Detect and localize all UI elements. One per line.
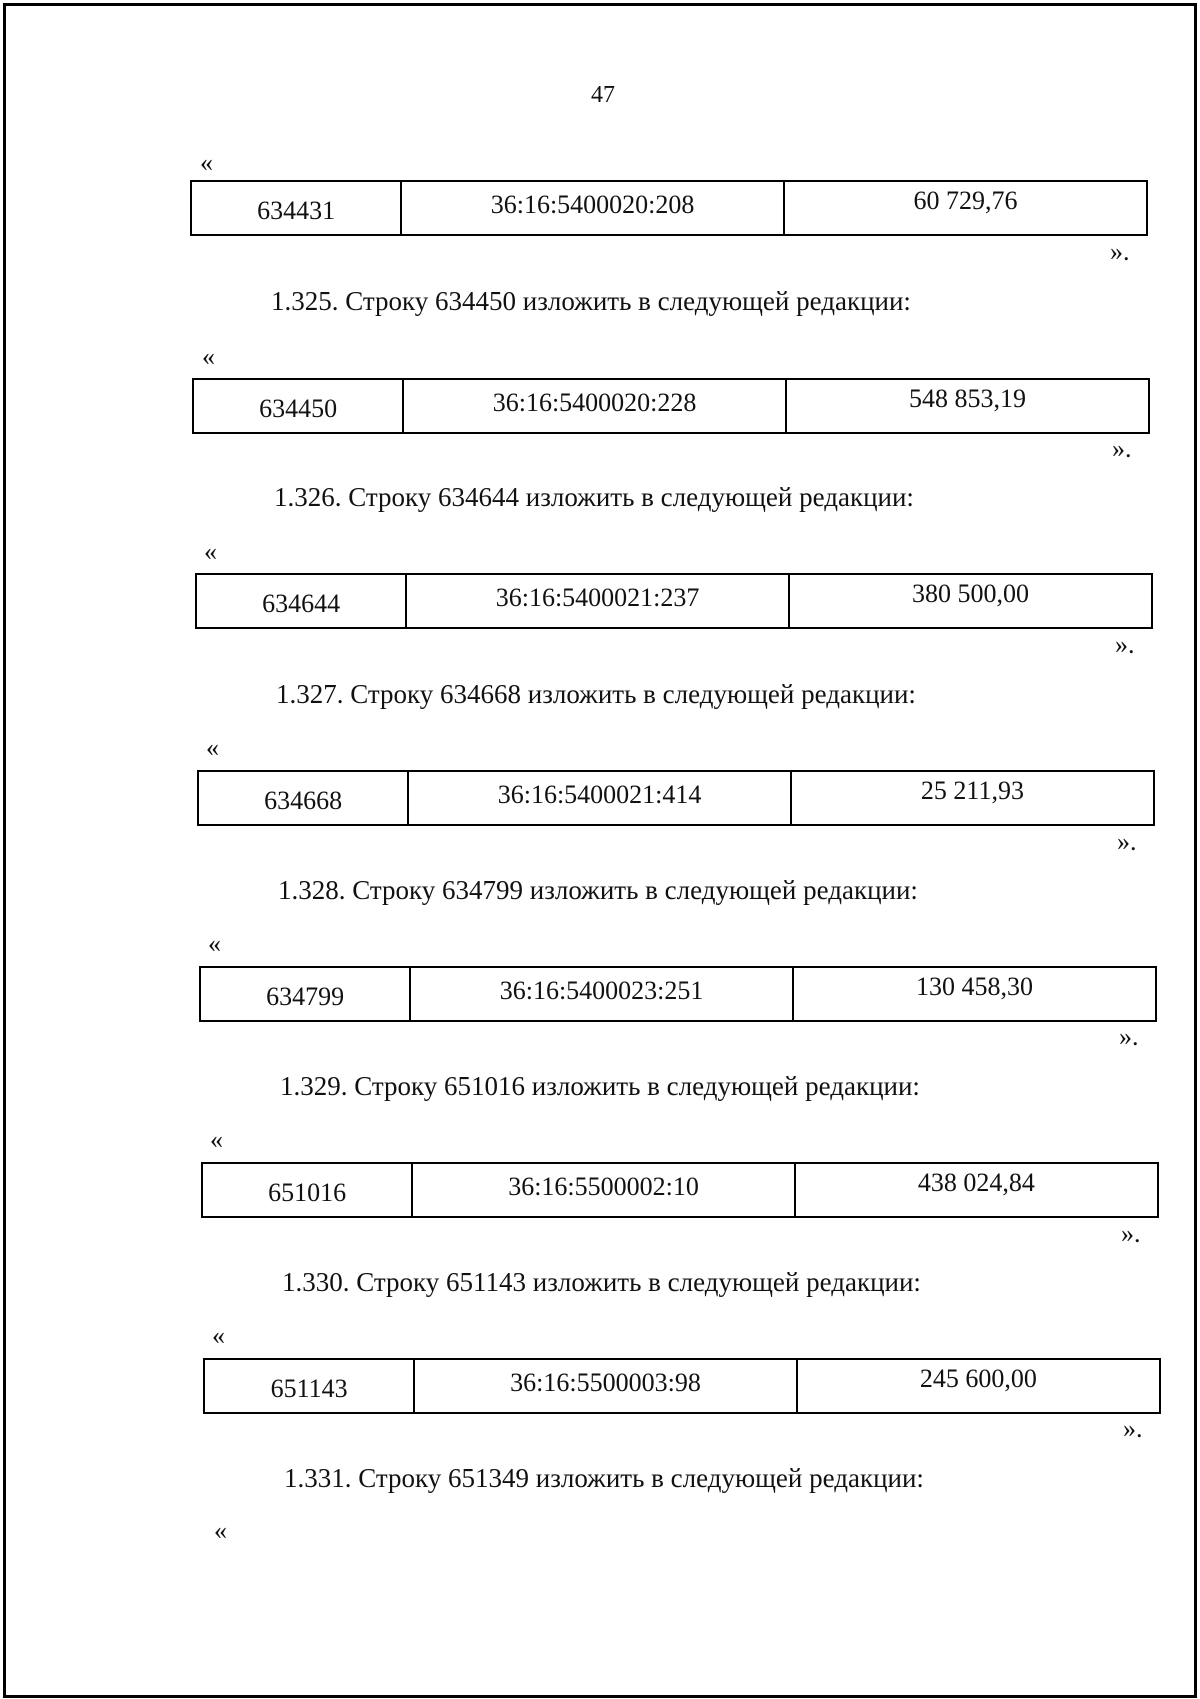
- amendment-table: [201, 1162, 1159, 1218]
- closing-quote: ».: [1121, 1219, 1141, 1248]
- table-row: [193, 379, 1149, 433]
- instruction-1-331: 1.331. Строку 651349 изложить в следующей редакции:: [284, 1463, 924, 1493]
- amendment-table: [195, 573, 1153, 629]
- opening-quote: «: [206, 733, 219, 762]
- closing-quote: ».: [1123, 1414, 1143, 1443]
- row-cadastral-number: 36:16:5500003:98: [414, 1359, 797, 1413]
- instruction-1-326: 1.326. Строку 634644 изложить в следующей редакции:: [274, 482, 914, 512]
- row-value: 130 458,30: [793, 967, 1156, 1021]
- row-value: 380 500,00: [789, 574, 1152, 628]
- opening-quote: «: [214, 1516, 227, 1545]
- opening-quote: «: [204, 537, 217, 566]
- closing-quote: ».: [1110, 237, 1130, 266]
- instruction-1-330: 1.330. Строку 651143 изложить в следующей редакции:: [282, 1267, 921, 1297]
- closing-quote: ».: [1119, 1022, 1139, 1051]
- table-row: [196, 574, 1152, 628]
- row-code: 634644: [196, 574, 406, 628]
- closing-quote: ».: [1117, 827, 1137, 856]
- instruction-1-325: 1.325. Строку 634450 изложить в следующей редакции:: [271, 286, 911, 316]
- amendment-table: [190, 180, 1148, 236]
- amendment-table: [192, 378, 1150, 434]
- row-code: 634431: [191, 181, 401, 235]
- row-value: 245 600,00: [797, 1359, 1160, 1413]
- document-page: [3, 3, 1197, 1698]
- instruction-1-328: 1.328. Строку 634799 изложить в следующей редакции:: [278, 875, 918, 905]
- instruction-1-327: 1.327. Строку 634668 изложить в следующей редакции:: [276, 679, 916, 709]
- opening-quote: «: [212, 1321, 225, 1350]
- row-code: 634450: [193, 379, 403, 433]
- table-row: [200, 967, 1156, 1021]
- amendment-table: [197, 770, 1155, 826]
- opening-quote: «: [208, 929, 221, 958]
- table-row: [191, 181, 1147, 235]
- row-value: 60 729,76: [784, 181, 1147, 235]
- row-cadastral-number: 36:16:5500002:10: [412, 1163, 795, 1217]
- row-cadastral-number: 36:16:5400021:237: [406, 574, 789, 628]
- row-code: 634799: [200, 967, 410, 1021]
- row-cadastral-number: 36:16:5400020:208: [401, 181, 784, 235]
- closing-quote: ».: [1115, 630, 1135, 659]
- row-code: 651016: [202, 1163, 412, 1217]
- opening-quote: «: [200, 148, 213, 177]
- row-cadastral-number: 36:16:5400023:251: [410, 967, 793, 1021]
- amendment-table: [203, 1358, 1161, 1414]
- table-row: [198, 771, 1154, 825]
- table-row: [204, 1359, 1160, 1413]
- opening-quote: «: [210, 1125, 223, 1154]
- row-value: 25 211,93: [791, 771, 1154, 825]
- instruction-1-329: 1.329. Строку 651016 изложить в следующей редакции:: [280, 1071, 920, 1101]
- row-cadastral-number: 36:16:5400020:228: [403, 379, 786, 433]
- row-code: 651143: [204, 1359, 414, 1413]
- opening-quote: «: [202, 342, 215, 371]
- closing-quote: ».: [1112, 434, 1132, 463]
- page-number: 47: [591, 82, 615, 108]
- row-value: 548 853,19: [786, 379, 1149, 433]
- row-code: 634668: [198, 771, 408, 825]
- table-row: [202, 1163, 1158, 1217]
- row-value: 438 024,84: [795, 1163, 1158, 1217]
- amendment-table: [199, 966, 1157, 1022]
- row-cadastral-number: 36:16:5400021:414: [408, 771, 791, 825]
